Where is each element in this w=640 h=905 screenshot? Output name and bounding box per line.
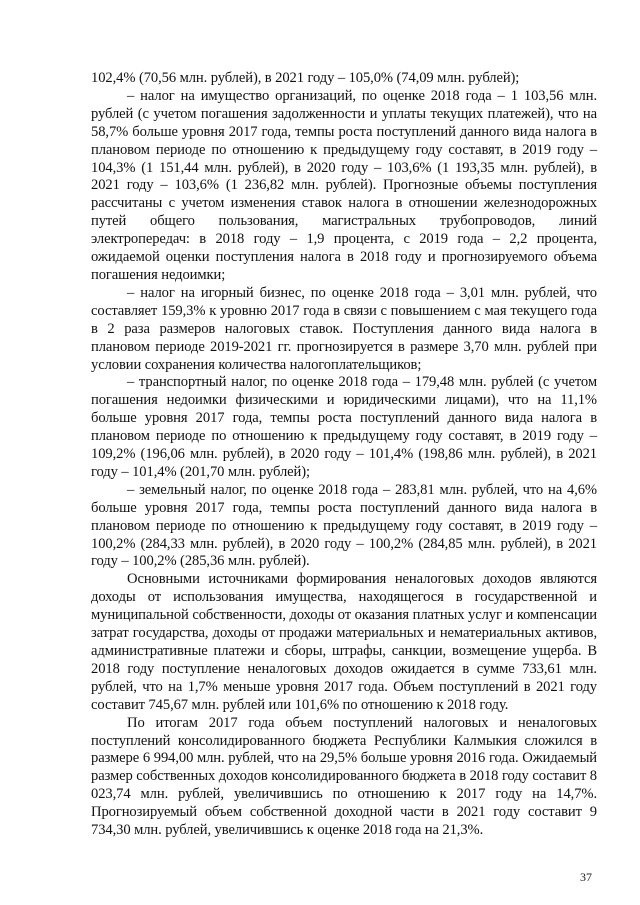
paragraph-land-tax: – земельный налог, по оценке 2018 года – 283,81 млн. рублей, что на 4,6% больше уровня 2017 года, темпы роста поступлений данного вида налога в плановом периоде по отношению к предыдущему году составят, в 2019 году – 100,2% (284,33 млн. рублей), в 2020 году – 100,2% (284,85 млн. рублей), в 2021 году – 100,2% (285,36 млн. рублей). [91, 481, 597, 570]
paragraph-gambling-tax: – налог на игорный бизнес, по оценке 2018 года – 3,01 млн. рублей, что составляет 159,3% к уровню 2017 года в связи с повышением с мая текущего года в 2 раза размеров налоговых ставок. Поступления данного вида налога в плановом периоде 2019-2021 гг. прогнозируется в размере 3,70 млн. рублей при условии сохранения количества налогоплательщиков; [91, 284, 597, 373]
paragraph-property-tax: – налог на имущество организаций, по оценке 2018 года – 1 103,56 млн. рублей (с учетом погашения задолженности и уплаты текущих платежей), что на 58,7% больше уровня 2017 года, темпы роста поступлений данного вида налога в плановом периоде по отношению к предыдущему году составят, в 2019 году – 104,3% (1 151,44 млн. рублей), в 2020 году – 103,6% (1 193,35 млн. рублей), в 2021 году – 103,6% (1 236,82 млн. рублей). Прогнозные объемы поступления рассчитаны с учетом изменения ставок налога в отношении железнодорожных путей общего пользования, магистральных трубопроводов, линий электропередач: в 2018 году – 1,9 процента, с 2019 года – 2,2 процента, ожидаемой оценки поступления налога в 2018 году и прогнозируемого объема погашения недоимки; [91, 87, 597, 283]
paragraph-non-tax-revenue: Основными источниками формирования неналоговых доходов являются доходы от использования имущества, находящегося в государственной и муниципальной собственности, доходы от оказания платных услуг и компенсации затрат государства, доходы от продажи материальных и нематериальных активов, административные платежи и сборы, штрафы, санкции, возмещение ущерба. В 2018 году поступление неналоговых доходов ожидается в сумме 733,61 млн. рублей, что на 1,7% меньше уровня 2017 года. Объем поступлений в 2021 году составит 745,67 млн. рублей или 101,6% по отношению к 2018 году. [91, 571, 597, 713]
document-body [91, 70, 597, 840]
paragraph-continuation: 102,4% (70,56 млн. рублей), в 2021 году – 105,0% (74,09 млн. рублей); [91, 70, 520, 86]
paragraph-consolidated-budget: По итогам 2017 года объем поступлений налоговых и неналоговых поступлений консолидированного бюджета Республики Калмыкия сложился в размере 6 994,00 млн. рублей, что на 29,5% больше уровня 2016 года. Ожидаемый размер собственных доходов консолидированного бюджета в 2018 году составит 8 023,74 млн. рублей, увеличившись по отношению к 2017 году на 14,7%. Прогнозируемый объем собственной доходной части в 2021 году составит 9 734,30 млн. рублей, увеличившись к оценке 2018 года на 21,3%. [91, 714, 597, 839]
page-number: 37 [580, 870, 592, 884]
paragraph-transport-tax: – транспортный налог, по оценке 2018 года – 179,48 млн. рублей (с учетом погашения недоимки физическими и юридическими лицами), что на 11,1% больше уровня 2017 года, темпы роста поступлений данного вида налога в плановом периоде по отношению к предыдущему году составят, в 2019 году – 109,2% (196,06 млн. рублей), в 2020 году – 101,4% (198,86 млн. рублей), в 2021 году – 101,4% (201,70 млн. рублей); [91, 374, 597, 480]
